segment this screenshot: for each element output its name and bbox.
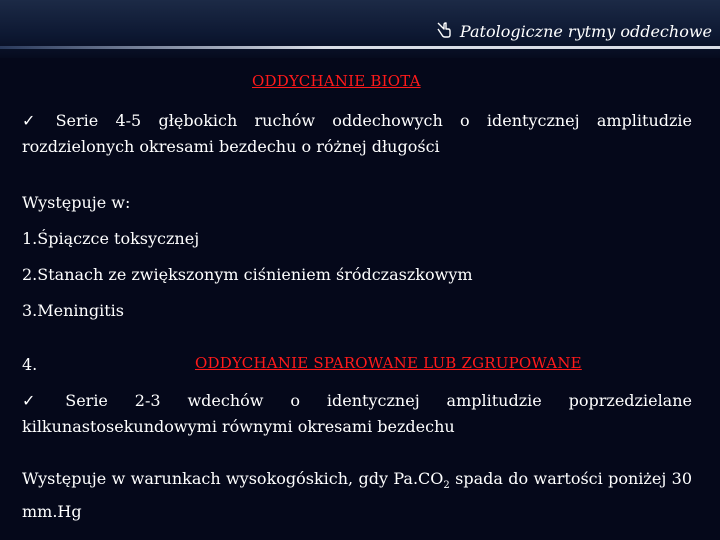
section-heading-paired: ODDYCHANIE SPAROWANE LUB ZGRUPOWANE	[195, 354, 582, 372]
list-item: 1.Śpiączce toksycznej	[22, 229, 200, 248]
biota-occurs-label: Występuje w:	[22, 193, 131, 212]
section-heading-biota: ODDYCHANIE BIOTA	[252, 72, 421, 90]
paired-occurs-text-start: Występuje w warunkach wysokogóskich, gdy Pa.CO	[22, 469, 444, 488]
title-divider	[0, 46, 720, 49]
biota-description-text: Serie 4-5 głębokich ruchów oddechowych o identycznej amplitudzie rozdzielonych okresami bezdechu o różnej długości	[22, 111, 693, 156]
check-icon: ✓	[22, 391, 58, 410]
paired-occurs	[22, 466, 692, 525]
pointing-hand-icon	[436, 20, 454, 42]
list-item: 3.Meningitis	[22, 301, 124, 320]
slide-title	[436, 20, 712, 42]
slide-title-text: Patologiczne rytmy oddechowe	[459, 21, 712, 41]
list-item: 2.Stanach ze zwiększonym ciśnieniem śródczaszkowym	[22, 265, 473, 284]
paired-description-text: Serie 2-3 wdechów o identycznej amplitudzie poprzedzielane kilkunastosekundowymi równymi okresami bezdechu	[22, 391, 692, 436]
biota-description	[22, 108, 692, 160]
list-item: 4.	[22, 355, 38, 374]
paired-description	[22, 388, 692, 440]
check-icon: ✓	[22, 111, 48, 130]
co2-subscript: 2	[443, 480, 450, 492]
paired-occurs-text-end: spada do wartości poniżej 30 mm.Hg	[22, 469, 693, 522]
